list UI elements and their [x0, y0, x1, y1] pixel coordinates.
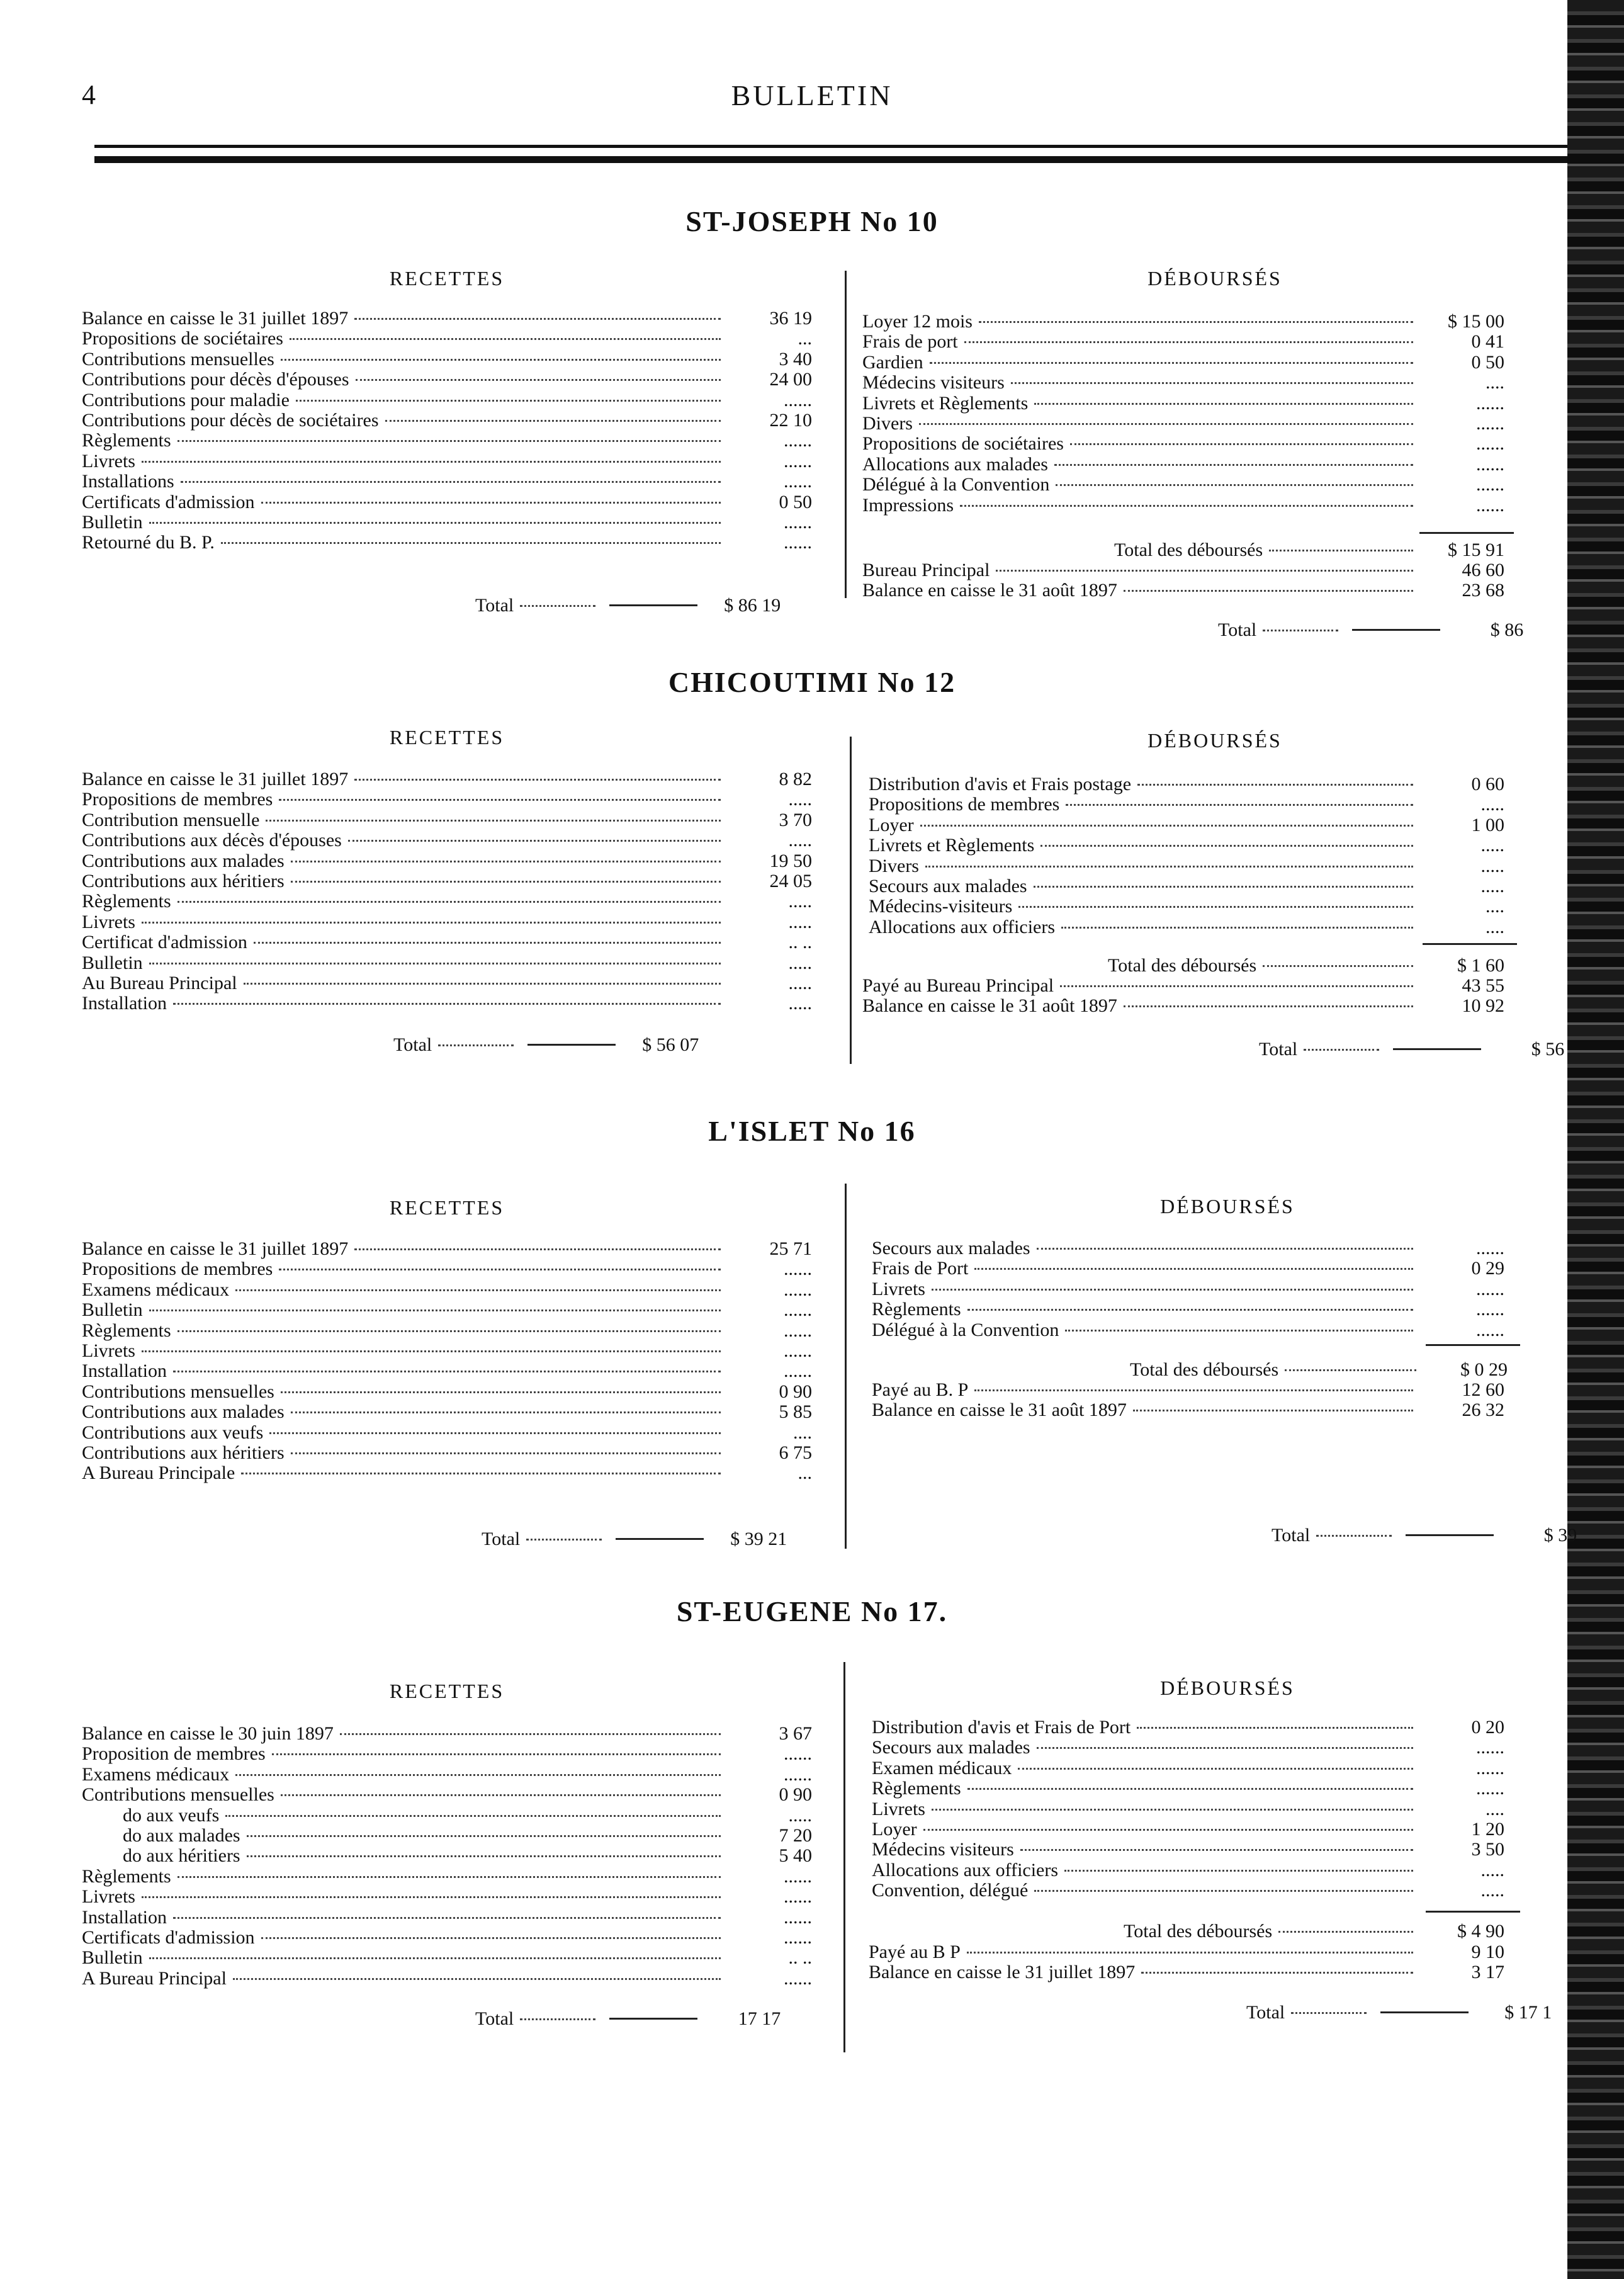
list-item: Contributions mensuelles 3 40 [82, 348, 812, 370]
list-item: Balance en caisse le 31 août 1897 10 92 [862, 995, 1504, 1017]
list-item: Frais de port 0 41 [862, 331, 1504, 353]
list-item: Médecins visiteurs 3 50 [872, 1839, 1504, 1860]
list-item: Secours aux malades ..... [869, 875, 1504, 896]
section-title-st-eugene: ST-EUGENE No 17. [676, 1595, 948, 1627]
list-item: Contribution mensuelle 3 70 [82, 809, 812, 830]
list-item: Gardien 0 50 [862, 351, 1504, 373]
list-item: Secours aux malades ...... [872, 1737, 1504, 1758]
list-item: Installations ...... [82, 471, 812, 492]
list-item: Propositions de sociétaires ...... [862, 433, 1504, 455]
list-item: A Bureau Principal ...... [82, 1967, 812, 1989]
subtotal-rule [1419, 532, 1514, 534]
debourses-after-list [872, 1380, 1517, 1421]
recettes-list [82, 769, 825, 1014]
list-item: Divers ..... [869, 855, 1504, 876]
subtotal-row: Total des déboursés $ 0 29 [1130, 1359, 1508, 1380]
debourses-header: DÉBOURSÉS [1160, 1677, 1295, 1699]
column-divider [850, 737, 852, 1064]
list-item: Convention, délégué ..... [872, 1880, 1504, 1901]
list-item: Propositions de sociétaires ... [82, 328, 812, 349]
list-item: Payé au B. P 12 60 [872, 1379, 1504, 1400]
list-item: Livrets ..... [82, 911, 812, 932]
list-item: do aux veufs ..... [123, 1804, 812, 1826]
list-item: Au Bureau Principal ..... [82, 972, 812, 993]
list-item: Règlements ...... [872, 1778, 1504, 1799]
debourses-header: DÉBOURSÉS [1148, 267, 1282, 290]
list-item: Examens médicaux ...... [82, 1763, 812, 1785]
list-item: Règlements ...... [82, 1865, 812, 1887]
list-item: Médecins-visiteurs .... [869, 896, 1504, 917]
list-item: Contributions mensuelles 0 90 [82, 1381, 812, 1402]
list-item: Proposition de membres ...... [82, 1743, 812, 1765]
debourses-subtotal [1130, 1360, 1520, 1380]
list-item: Loyer 1 00 [869, 814, 1504, 835]
page-title: BULLETIN [731, 79, 893, 111]
list-item: Contributions aux malades 19 50 [82, 850, 812, 871]
debourses-header: DÉBOURSÉS [1160, 1195, 1295, 1218]
list-item: Certificat d'admission .. .. [82, 932, 812, 953]
list-item: Livrets .... [872, 1798, 1504, 1819]
list-item: Allocations aux officiers ..... [872, 1859, 1504, 1880]
list-item: Bureau Principal 46 60 [862, 560, 1504, 580]
list-item: Médecins visiteurs .... [862, 372, 1504, 393]
list-item: Frais de Port 0 29 [872, 1258, 1504, 1279]
list-item: Allocations aux malades ...... [862, 453, 1504, 475]
list-item: Balance en caisse le 31 août 1897 26 32 [872, 1400, 1504, 1421]
subtotal-rule [1423, 943, 1517, 945]
list-item: Secours aux malades ...... [872, 1238, 1504, 1258]
recettes-total: Total 17 17 [475, 2008, 781, 2029]
recettes-total: Total $ 39 21 [482, 1529, 787, 1549]
list-item: Bulletin .. .. [82, 1947, 812, 1969]
section-title-st-joseph: ST-JOSEPH No 10 [685, 205, 939, 237]
list-item: Contributions aux veufs .... [82, 1422, 812, 1443]
recettes-list [82, 308, 825, 553]
list-item: Examens médicaux ...... [82, 1279, 812, 1300]
section-title-lislet: L'ISLET No 16 [708, 1115, 916, 1147]
debourses-list [872, 1717, 1517, 1901]
debourses-after-list [862, 560, 1517, 601]
debourses-list [862, 312, 1517, 516]
list-item: Livrets ...... [82, 1886, 812, 1908]
debourses-total: Total $ 39 [1272, 1525, 1577, 1546]
list-item: Balance en caisse le 31 juillet 1897 3 17 [869, 1962, 1504, 1983]
list-item: Contributions aux héritiers 6 75 [82, 1442, 812, 1463]
list-item: Livrets et Règlements ...... [862, 392, 1504, 414]
page-number: 4 [82, 79, 96, 110]
list-item: Balance en caisse le 31 juillet 1897 36 19 [82, 308, 812, 329]
subtotal-row: Total des déboursés $ 15 91 [1114, 540, 1504, 560]
recettes-list [82, 1724, 825, 1989]
list-item: Certificats d'admission ...... [82, 1926, 812, 1948]
debourses-total: Total $ 86 [1218, 619, 1524, 640]
debourses-header: DÉBOURSÉS [1148, 729, 1282, 752]
recettes-total: Total $ 56 07 [393, 1034, 699, 1055]
subtotal-row: Total des déboursés $ 4 90 [1124, 1921, 1504, 1942]
list-item: do aux malades 7 20 [123, 1824, 812, 1846]
list-item: Allocations aux officiers .... [869, 916, 1504, 937]
list-item: Règlements ...... [872, 1299, 1504, 1320]
list-item: Loyer 1 20 [872, 1818, 1504, 1840]
list-item: Livrets et Règlements ..... [869, 835, 1504, 856]
section-title-chicoutimi: CHICOUTIMI No 12 [668, 666, 956, 698]
list-item: Examen médicaux ...... [872, 1757, 1504, 1779]
column-divider [843, 1662, 845, 2052]
list-item: Bulletin ...... [82, 1299, 812, 1321]
debourses-after-list [869, 1942, 1517, 1983]
list-item: Règlements ...... [82, 1320, 812, 1341]
recettes-header: RECETTES [389, 726, 505, 749]
recettes-header: RECETTES [389, 1196, 505, 1219]
recettes-header: RECETTES [389, 1680, 505, 1702]
list-item: Délégué à la Convention ...... [872, 1319, 1504, 1340]
debourses-subtotal [1108, 956, 1517, 976]
list-item: Balance en caisse le 31 juillet 1897 25 71 [82, 1238, 812, 1259]
recettes-list [82, 1239, 825, 1484]
list-item: Contributions pour décès de sociétaires 22 10 [82, 409, 812, 431]
list-item: Contributions aux héritiers 24 05 [82, 870, 812, 891]
list-item: Bulletin ...... [82, 511, 812, 533]
list-item: Règlements ...... [82, 430, 812, 451]
list-item: Livrets ...... [82, 450, 812, 472]
column-divider [845, 271, 847, 598]
header-rule-thin [94, 145, 1580, 148]
list-item: Bulletin ..... [82, 952, 812, 973]
subtotal-row: Total des déboursés $ 1 60 [1108, 955, 1504, 976]
list-item: Loyer 12 mois $ 15 00 [862, 311, 1504, 332]
list-item: Divers ...... [862, 412, 1504, 434]
list-item: do aux héritiers 5 40 [123, 1845, 812, 1867]
recettes-header: RECETTES [389, 267, 505, 290]
list-item: Contributions pour décès d'épouses 24 00 [82, 369, 812, 390]
debourses-subtotal [1124, 1921, 1517, 1942]
list-item: Contributions mensuelles 0 90 [82, 1784, 812, 1806]
list-item: Retourné du B. P. ...... [82, 532, 812, 553]
list-item: Payé au Bureau Principal 43 55 [862, 975, 1504, 996]
list-item: Livrets ...... [872, 1278, 1504, 1299]
debourses-subtotal [1114, 540, 1517, 560]
list-item: Propositions de membres ..... [869, 794, 1504, 815]
list-item: Balance en caisse le 31 août 1897 23 68 [862, 580, 1504, 601]
list-item: Balance en caisse le 31 juillet 1897 8 82 [82, 769, 812, 789]
list-item: Impressions ...... [862, 494, 1504, 516]
list-item: Livrets ...... [82, 1340, 812, 1361]
debourses-list [869, 774, 1517, 937]
list-item: Installation ..... [82, 993, 812, 1014]
debourses-list [872, 1238, 1517, 1340]
debourses-after-list [862, 976, 1517, 1017]
debourses-total: Total $ 17 1 [1246, 2002, 1552, 2023]
list-item: Distribution d'avis et Frais postage 0 60 [869, 774, 1504, 795]
header-rule-thick [94, 156, 1580, 163]
list-item: Payé au B P 9 10 [869, 1942, 1504, 1962]
list-item: Installation ...... [82, 1360, 812, 1382]
list-item: Contributions pour maladie ...... [82, 389, 812, 410]
subtotal-rule [1426, 1344, 1520, 1346]
list-item: Propositions de membres ...... [82, 1258, 812, 1280]
list-item: Distribution d'avis et Frais de Port 0 20 [872, 1717, 1504, 1738]
recettes-total: Total $ 86 19 [475, 595, 781, 616]
list-item: Règlements ..... [82, 891, 812, 912]
list-item: Certificats d'admission 0 50 [82, 491, 812, 512]
subtotal-rule [1426, 1911, 1520, 1913]
debourses-total: Total $ 56 [1259, 1039, 1565, 1060]
list-item: Délégué à la Convention ...... [862, 474, 1504, 495]
list-item: Balance en caisse le 30 juin 1897 3 67 [82, 1723, 812, 1744]
list-item: Contributions aux malades 5 85 [82, 1401, 812, 1423]
list-item: Installation ...... [82, 1906, 812, 1928]
list-item: Propositions de membres ..... [82, 789, 812, 810]
column-divider [845, 1184, 847, 1549]
list-item: Contributions aux décès d'épouses ..... [82, 830, 812, 851]
list-item: A Bureau Principale ... [82, 1462, 812, 1484]
